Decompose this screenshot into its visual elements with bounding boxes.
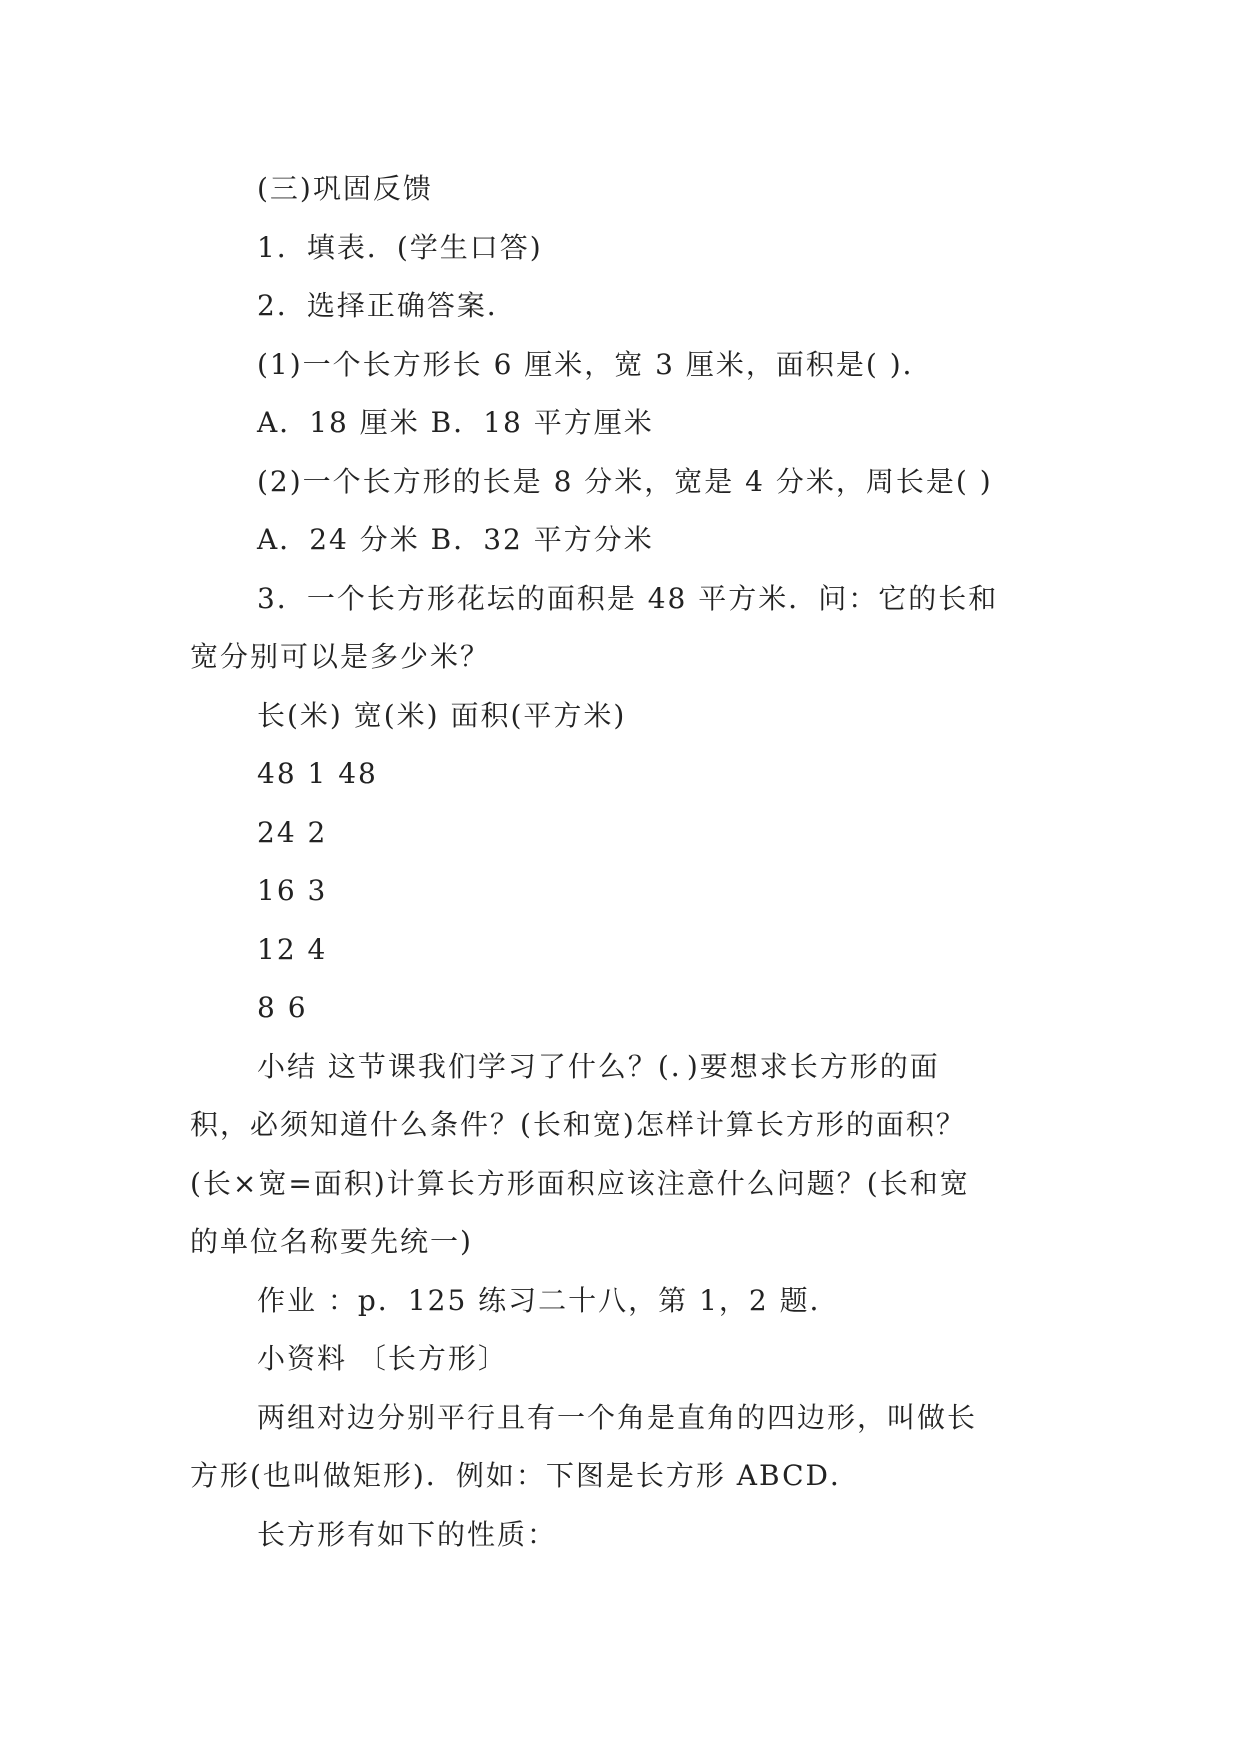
text-line: 3．一个长方形花坛的面积是 48 平方米．问：它的长和 <box>257 581 999 615</box>
text-line: 的单位名称要先统一) <box>190 1225 473 1258</box>
text-line: 16 3 <box>257 874 328 907</box>
text-line: 宽分别可以是多少米？ <box>190 640 491 673</box>
text-line: 作业 ：p．125 练习二十八，第 1，2 题． <box>257 1283 840 1317</box>
text-line: A．24 分米 B．32 平方分米 <box>257 523 654 556</box>
text-line: 长方形有如下的性质： <box>257 1517 558 1551</box>
text-line: 12 4 <box>257 932 328 966</box>
text-line: (三)巩固反馈 <box>257 172 433 205</box>
text-line: 小结 这节课我们学习了什么？(．)要想求长方形的面 <box>257 1049 940 1083</box>
text-line: 长(米) 宽(米) 面积(平方米) <box>257 698 627 732</box>
document-body <box>190 160 1060 1564</box>
text-line: 48 1 48 <box>257 757 378 790</box>
text-line: 8 6 <box>257 991 308 1024</box>
text-line: 方形(也叫做矩形)．例如：下图是长方形 ABCD． <box>190 1459 860 1492</box>
text-line: 小资料 〔长方形〕 <box>257 1342 508 1375</box>
text-line: (2)一个长方形的长是 8 分米，宽是 4 分米，周长是( ) <box>257 464 993 498</box>
text-line: 积，必须知道什么条件？(长和宽)怎样计算长方形的面积？ <box>190 1108 966 1141</box>
text-line: (长×宽=面积)计算长方形面积应该注意什么问题？(长和宽 <box>190 1166 970 1200</box>
text-line: 两组对边分别平行且有一个角是直角的四边形，叫做长 <box>257 1400 978 1434</box>
text-line: 24 2 <box>257 815 328 849</box>
text-line: A．18 厘米 B．18 平方厘米 <box>257 406 654 439</box>
text-line: 2．选择正确答案． <box>257 289 517 322</box>
text-line: 1．填表．(学生口答) <box>257 230 543 264</box>
text-line: (1)一个长方形长 6 厘米，宽 3 厘米，面积是( )． <box>257 347 933 381</box>
